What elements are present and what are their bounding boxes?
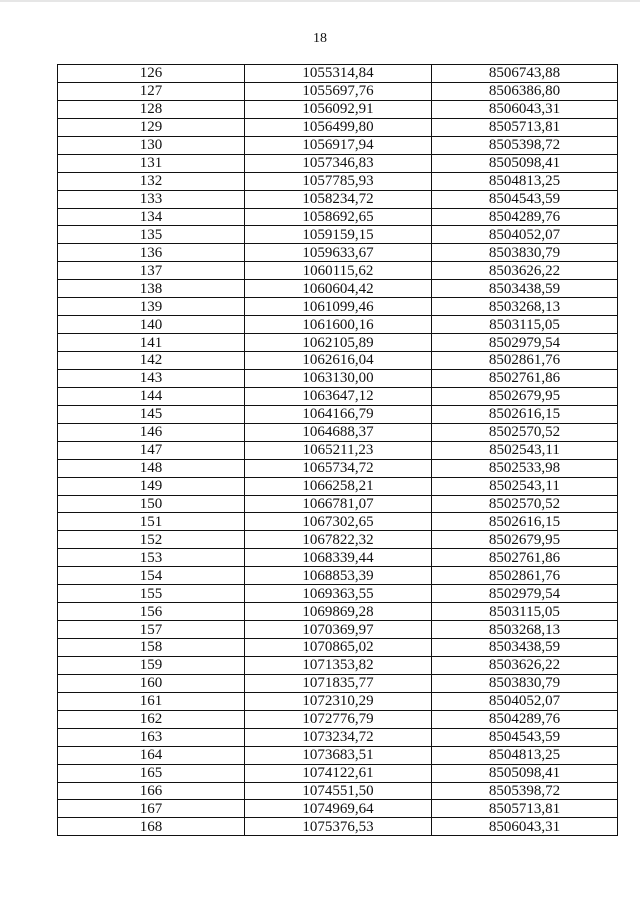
coordinates-table-body — [58, 65, 618, 836]
x-coordinate-cell: 1072310,29 — [245, 692, 432, 710]
table-row — [58, 656, 618, 674]
x-coordinate-cell: 1056092,91 — [245, 100, 432, 118]
y-coordinate-cell: 8502570,52 — [432, 423, 618, 441]
y-coordinate-cell: 8502979,54 — [432, 585, 618, 603]
point-number-cell: 139 — [58, 298, 245, 316]
scan-edge — [0, 0, 640, 2]
point-number-cell: 142 — [58, 352, 245, 370]
y-coordinate-cell: 8506043,31 — [432, 100, 618, 118]
x-coordinate-cell: 1055314,84 — [245, 65, 432, 83]
table-row — [58, 764, 618, 782]
point-number-cell: 151 — [58, 513, 245, 531]
point-number-cell: 145 — [58, 405, 245, 423]
point-number-cell: 147 — [58, 441, 245, 459]
y-coordinate-cell: 8505713,81 — [432, 800, 618, 818]
y-coordinate-cell: 8505098,41 — [432, 154, 618, 172]
table-row — [58, 495, 618, 513]
x-coordinate-cell: 1064688,37 — [245, 423, 432, 441]
point-number-cell: 129 — [58, 118, 245, 136]
y-coordinate-cell: 8504052,07 — [432, 692, 618, 710]
x-coordinate-cell: 1056917,94 — [245, 136, 432, 154]
x-coordinate-cell: 1060115,62 — [245, 262, 432, 280]
point-number-cell: 140 — [58, 316, 245, 334]
point-number-cell: 132 — [58, 172, 245, 190]
y-coordinate-cell: 8503830,79 — [432, 244, 618, 262]
table-row — [58, 334, 618, 352]
y-coordinate-cell: 8502616,15 — [432, 513, 618, 531]
point-number-cell: 143 — [58, 369, 245, 387]
x-coordinate-cell: 1062616,04 — [245, 352, 432, 370]
point-number-cell: 144 — [58, 387, 245, 405]
x-coordinate-cell: 1075376,53 — [245, 818, 432, 836]
point-number-cell: 159 — [58, 656, 245, 674]
point-number-cell: 154 — [58, 567, 245, 585]
point-number-cell: 164 — [58, 746, 245, 764]
y-coordinate-cell: 8503830,79 — [432, 674, 618, 692]
y-coordinate-cell: 8502761,86 — [432, 549, 618, 567]
table-row — [58, 244, 618, 262]
x-coordinate-cell: 1074122,61 — [245, 764, 432, 782]
table-row — [58, 459, 618, 477]
table-row — [58, 477, 618, 495]
y-coordinate-cell: 8502543,11 — [432, 477, 618, 495]
x-coordinate-cell: 1070865,02 — [245, 639, 432, 657]
y-coordinate-cell: 8502861,76 — [432, 352, 618, 370]
point-number-cell: 137 — [58, 262, 245, 280]
point-number-cell: 166 — [58, 782, 245, 800]
table-row — [58, 800, 618, 818]
point-number-cell: 138 — [58, 280, 245, 298]
x-coordinate-cell: 1073683,51 — [245, 746, 432, 764]
table-row — [58, 369, 618, 387]
table-row — [58, 118, 618, 136]
point-number-cell: 157 — [58, 621, 245, 639]
point-number-cell: 165 — [58, 764, 245, 782]
table-row — [58, 818, 618, 836]
table-row — [58, 226, 618, 244]
table-row — [58, 405, 618, 423]
x-coordinate-cell: 1067822,32 — [245, 531, 432, 549]
coordinates-table — [57, 64, 618, 836]
table-row — [58, 423, 618, 441]
x-coordinate-cell: 1070369,97 — [245, 621, 432, 639]
x-coordinate-cell: 1059159,15 — [245, 226, 432, 244]
x-coordinate-cell: 1055697,76 — [245, 82, 432, 100]
y-coordinate-cell: 8502533,98 — [432, 459, 618, 477]
point-number-cell: 128 — [58, 100, 245, 118]
x-coordinate-cell: 1068339,44 — [245, 549, 432, 567]
y-coordinate-cell: 8503626,22 — [432, 262, 618, 280]
table-row — [58, 262, 618, 280]
y-coordinate-cell: 8504543,59 — [432, 728, 618, 746]
point-number-cell: 168 — [58, 818, 245, 836]
y-coordinate-cell: 8503268,13 — [432, 621, 618, 639]
y-coordinate-cell: 8505098,41 — [432, 764, 618, 782]
point-number-cell: 130 — [58, 136, 245, 154]
table-row — [58, 280, 618, 298]
x-coordinate-cell: 1059633,67 — [245, 244, 432, 262]
table-row — [58, 585, 618, 603]
x-coordinate-cell: 1057785,93 — [245, 172, 432, 190]
point-number-cell: 136 — [58, 244, 245, 262]
table-row — [58, 782, 618, 800]
table-row — [58, 136, 618, 154]
point-number-cell: 149 — [58, 477, 245, 495]
table-row — [58, 190, 618, 208]
y-coordinate-cell: 8502543,11 — [432, 441, 618, 459]
table-row — [58, 172, 618, 190]
x-coordinate-cell: 1066258,21 — [245, 477, 432, 495]
point-number-cell: 162 — [58, 710, 245, 728]
y-coordinate-cell: 8504813,25 — [432, 172, 618, 190]
x-coordinate-cell: 1071353,82 — [245, 656, 432, 674]
x-coordinate-cell: 1071835,77 — [245, 674, 432, 692]
table-row — [58, 549, 618, 567]
y-coordinate-cell: 8502979,54 — [432, 334, 618, 352]
x-coordinate-cell: 1061600,16 — [245, 316, 432, 334]
point-number-cell: 161 — [58, 692, 245, 710]
table-row — [58, 82, 618, 100]
y-coordinate-cell: 8502679,95 — [432, 387, 618, 405]
y-coordinate-cell: 8505398,72 — [432, 136, 618, 154]
y-coordinate-cell: 8503438,59 — [432, 280, 618, 298]
table-row — [58, 531, 618, 549]
y-coordinate-cell: 8502570,52 — [432, 495, 618, 513]
point-number-cell: 153 — [58, 549, 245, 567]
y-coordinate-cell: 8502861,76 — [432, 567, 618, 585]
x-coordinate-cell: 1073234,72 — [245, 728, 432, 746]
y-coordinate-cell: 8502761,86 — [432, 369, 618, 387]
table-row — [58, 746, 618, 764]
y-coordinate-cell: 8503626,22 — [432, 656, 618, 674]
point-number-cell: 150 — [58, 495, 245, 513]
y-coordinate-cell: 8502616,15 — [432, 405, 618, 423]
page-number: 18 — [313, 31, 327, 46]
x-coordinate-cell: 1069363,55 — [245, 585, 432, 603]
x-coordinate-cell: 1063647,12 — [245, 387, 432, 405]
point-number-cell: 155 — [58, 585, 245, 603]
y-coordinate-cell: 8504052,07 — [432, 226, 618, 244]
y-coordinate-cell: 8505398,72 — [432, 782, 618, 800]
point-number-cell: 156 — [58, 603, 245, 621]
table-row — [58, 728, 618, 746]
x-coordinate-cell: 1065734,72 — [245, 459, 432, 477]
table-row — [58, 621, 618, 639]
table-row — [58, 65, 618, 83]
x-coordinate-cell: 1066781,07 — [245, 495, 432, 513]
table-row — [58, 674, 618, 692]
y-coordinate-cell: 8502679,95 — [432, 531, 618, 549]
table-row — [58, 639, 618, 657]
table-row — [58, 513, 618, 531]
point-number-cell: 127 — [58, 82, 245, 100]
x-coordinate-cell: 1072776,79 — [245, 710, 432, 728]
point-number-cell: 133 — [58, 190, 245, 208]
y-coordinate-cell: 8503115,05 — [432, 316, 618, 334]
x-coordinate-cell: 1062105,89 — [245, 334, 432, 352]
y-coordinate-cell: 8504813,25 — [432, 746, 618, 764]
y-coordinate-cell: 8506043,31 — [432, 818, 618, 836]
table-row — [58, 441, 618, 459]
point-number-cell: 131 — [58, 154, 245, 172]
table-row — [58, 603, 618, 621]
y-coordinate-cell: 8504543,59 — [432, 190, 618, 208]
x-coordinate-cell: 1063130,00 — [245, 369, 432, 387]
table-row — [58, 567, 618, 585]
y-coordinate-cell: 8504289,76 — [432, 208, 618, 226]
point-number-cell: 152 — [58, 531, 245, 549]
point-number-cell: 167 — [58, 800, 245, 818]
x-coordinate-cell: 1065211,23 — [245, 441, 432, 459]
x-coordinate-cell: 1067302,65 — [245, 513, 432, 531]
x-coordinate-cell: 1068853,39 — [245, 567, 432, 585]
x-coordinate-cell: 1056499,80 — [245, 118, 432, 136]
x-coordinate-cell: 1057346,83 — [245, 154, 432, 172]
x-coordinate-cell: 1069869,28 — [245, 603, 432, 621]
x-coordinate-cell: 1058234,72 — [245, 190, 432, 208]
point-number-cell: 135 — [58, 226, 245, 244]
point-number-cell: 134 — [58, 208, 245, 226]
table-row — [58, 352, 618, 370]
x-coordinate-cell: 1061099,46 — [245, 298, 432, 316]
table-row — [58, 208, 618, 226]
point-number-cell: 158 — [58, 639, 245, 657]
y-coordinate-cell: 8506386,80 — [432, 82, 618, 100]
point-number-cell: 146 — [58, 423, 245, 441]
x-coordinate-cell: 1074969,64 — [245, 800, 432, 818]
point-number-cell: 148 — [58, 459, 245, 477]
table-row — [58, 316, 618, 334]
y-coordinate-cell: 8505713,81 — [432, 118, 618, 136]
table-row — [58, 154, 618, 172]
point-number-cell: 163 — [58, 728, 245, 746]
x-coordinate-cell: 1058692,65 — [245, 208, 432, 226]
y-coordinate-cell: 8503268,13 — [432, 298, 618, 316]
table-row — [58, 710, 618, 728]
point-number-cell: 141 — [58, 334, 245, 352]
y-coordinate-cell: 8504289,76 — [432, 710, 618, 728]
y-coordinate-cell: 8503115,05 — [432, 603, 618, 621]
x-coordinate-cell: 1074551,50 — [245, 782, 432, 800]
x-coordinate-cell: 1060604,42 — [245, 280, 432, 298]
table-row — [58, 387, 618, 405]
point-number-cell: 126 — [58, 65, 245, 83]
x-coordinate-cell: 1064166,79 — [245, 405, 432, 423]
y-coordinate-cell: 8506743,88 — [432, 65, 618, 83]
y-coordinate-cell: 8503438,59 — [432, 639, 618, 657]
table-row — [58, 100, 618, 118]
point-number-cell: 160 — [58, 674, 245, 692]
table-row — [58, 298, 618, 316]
table-row — [58, 692, 618, 710]
